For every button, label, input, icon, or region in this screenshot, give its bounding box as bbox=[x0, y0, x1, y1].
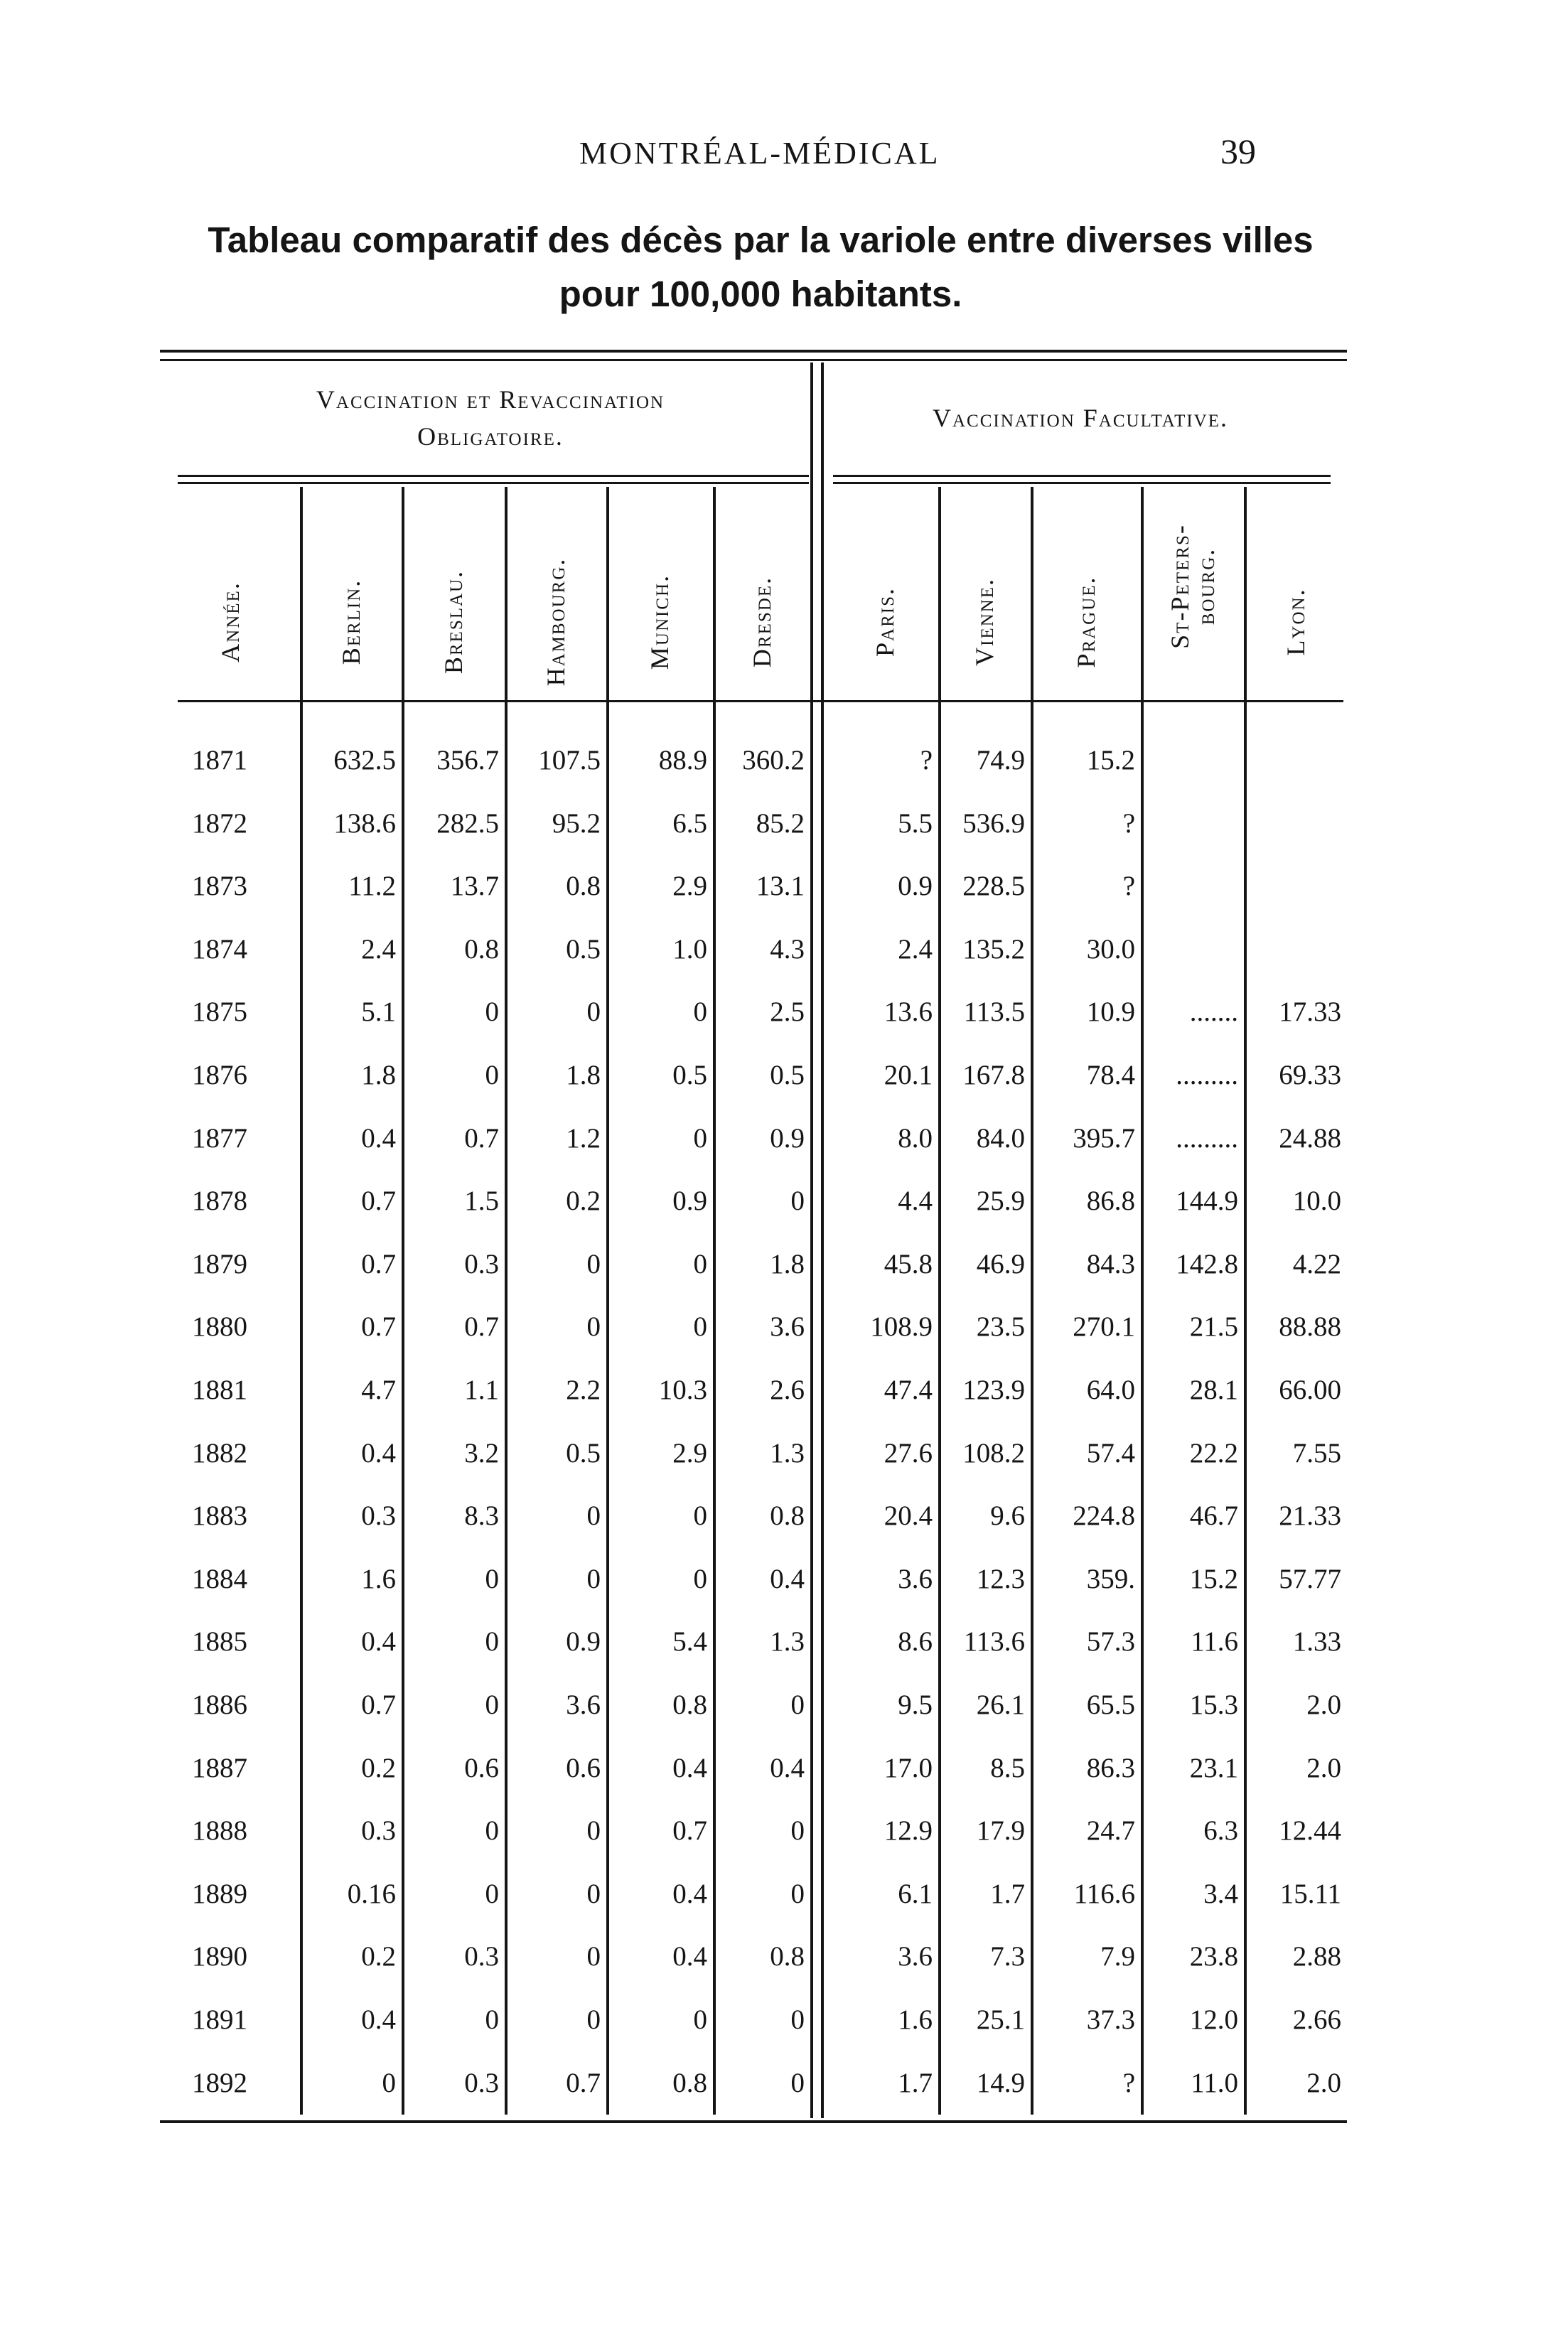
group-label-obligatory bbox=[178, 381, 803, 455]
value-cell-vienne: 26.1 bbox=[976, 1690, 1025, 1720]
value-cell-breslau: 0.8 bbox=[464, 933, 499, 965]
value-cell-prague: 84.3 bbox=[1086, 1248, 1135, 1279]
value-cell-paris: 47.4 bbox=[884, 1375, 933, 1405]
column-separator-9 bbox=[1244, 487, 1247, 2115]
value-cell-breslau: 0 bbox=[485, 1060, 499, 1090]
year-cell: 1892 bbox=[192, 2067, 247, 2098]
value-cell-breslau: 0 bbox=[485, 2004, 499, 2035]
value-cell-prague: 64.0 bbox=[1086, 1375, 1135, 1405]
value-cell-munich: 0.4 bbox=[672, 1752, 707, 1783]
value-cell-vienne: 135.2 bbox=[962, 933, 1025, 965]
value-cell-prague: ? bbox=[1122, 807, 1135, 839]
value-cell-berlin: 0 bbox=[382, 2067, 396, 2098]
value-cell-lyon: 1.33 bbox=[1292, 1626, 1341, 1658]
value-cell-dresde: 3.6 bbox=[770, 1311, 805, 1343]
value-cell-hambourg: 107.5 bbox=[538, 745, 601, 775]
value-cell-munich: 0 bbox=[693, 1122, 707, 1154]
table-title-line-2: pour 100,000 habitants. bbox=[559, 274, 962, 314]
value-cell-hambourg: 0.5 bbox=[566, 1437, 601, 1468]
value-cell-dresde: 0 bbox=[790, 1878, 805, 1909]
value-cell-hambourg: 0.7 bbox=[566, 2067, 601, 2098]
year-cell: 1876 bbox=[192, 1060, 247, 1090]
column-header-munich bbox=[647, 574, 672, 670]
year-cell: 1873 bbox=[192, 871, 247, 902]
value-cell-munich: 0 bbox=[693, 997, 707, 1028]
value-cell-prague: 57.4 bbox=[1086, 1437, 1135, 1468]
column-header-label: Vienne. bbox=[970, 578, 999, 666]
value-cell-st-peters: 28.1 bbox=[1189, 1375, 1238, 1405]
value-cell-vienne: 536.9 bbox=[962, 807, 1025, 839]
column-head-rule bbox=[178, 700, 1343, 702]
value-cell-paris: 13.6 bbox=[884, 997, 933, 1028]
value-cell-breslau: 0.7 bbox=[464, 1122, 499, 1154]
value-cell-berlin: 0.3 bbox=[361, 1815, 396, 1847]
column-header-label: Année. bbox=[215, 581, 245, 662]
column-header-hambourg bbox=[543, 558, 569, 687]
group-rule-left bbox=[178, 475, 809, 477]
value-cell-hambourg: 0.6 bbox=[566, 1752, 601, 1783]
value-cell-lyon: 2.88 bbox=[1292, 1941, 1341, 1972]
value-cell-paris: 2.4 bbox=[898, 933, 933, 965]
value-cell-lyon: 24.88 bbox=[1279, 1122, 1341, 1154]
value-cell-dresde: 13.1 bbox=[756, 871, 805, 902]
value-cell-hambourg: 0 bbox=[586, 2004, 601, 2035]
value-cell-dresde: 0 bbox=[790, 1186, 805, 1217]
column-separator-7 bbox=[1031, 487, 1033, 2115]
value-cell-berlin: 632.5 bbox=[333, 745, 396, 775]
value-cell-dresde: 360.2 bbox=[742, 745, 805, 775]
value-cell-munich: 0.4 bbox=[672, 1878, 707, 1909]
column-header-label: Paris. bbox=[871, 587, 899, 657]
value-cell-berlin: 0.2 bbox=[361, 1941, 396, 1972]
value-cell-prague: ? bbox=[1122, 871, 1135, 902]
value-cell-breslau: 1.5 bbox=[464, 1186, 499, 1217]
year-cell: 1890 bbox=[192, 1941, 247, 1972]
value-cell-lyon: 2.0 bbox=[1306, 1690, 1341, 1720]
column-header-st-peters bbox=[1167, 524, 1218, 649]
value-cell-st-peters: 23.1 bbox=[1189, 1752, 1238, 1783]
value-cell-st-peters: ......... bbox=[1176, 1122, 1238, 1154]
value-cell-lyon: 12.44 bbox=[1279, 1815, 1341, 1847]
year-cell: 1881 bbox=[192, 1375, 247, 1405]
value-cell-munich: 0.7 bbox=[672, 1815, 707, 1847]
value-cell-dresde: 0.4 bbox=[770, 1563, 805, 1594]
value-cell-prague: 15.2 bbox=[1086, 745, 1135, 775]
value-cell-hambourg: 0 bbox=[586, 997, 601, 1028]
value-cell-vienne: 23.5 bbox=[976, 1311, 1025, 1343]
value-cell-berlin: 2.4 bbox=[361, 933, 396, 965]
value-cell-vienne: 9.6 bbox=[990, 1500, 1025, 1532]
value-cell-breslau: 0 bbox=[485, 1626, 499, 1658]
table-top-rule-inner bbox=[160, 359, 1347, 361]
value-cell-vienne: 167.8 bbox=[962, 1060, 1025, 1090]
value-cell-dresde: 0.4 bbox=[770, 1752, 805, 1783]
year-cell: 1872 bbox=[192, 807, 247, 839]
column-header-vienne bbox=[972, 578, 997, 666]
value-cell-vienne: 84.0 bbox=[976, 1122, 1025, 1154]
value-cell-breslau: 0 bbox=[485, 1878, 499, 1909]
value-cell-paris: 12.9 bbox=[884, 1815, 933, 1847]
value-cell-vienne: 74.9 bbox=[976, 745, 1025, 775]
value-cell-vienne: 1.7 bbox=[990, 1878, 1025, 1909]
value-cell-breslau: 0.3 bbox=[464, 1941, 499, 1972]
group-rule-right-inner bbox=[833, 482, 1331, 484]
value-cell-berlin: 0.7 bbox=[361, 1186, 396, 1217]
value-cell-hambourg: 0.8 bbox=[566, 871, 601, 902]
value-cell-berlin: 0.4 bbox=[361, 1122, 396, 1154]
value-cell-lyon: 69.33 bbox=[1279, 1060, 1341, 1090]
value-cell-vienne: 14.9 bbox=[976, 2067, 1025, 2098]
value-cell-lyon: 15.11 bbox=[1279, 1878, 1341, 1909]
value-cell-prague: ? bbox=[1122, 2067, 1135, 2098]
value-cell-vienne: 113.6 bbox=[963, 1626, 1025, 1658]
value-cell-hambourg: 1.8 bbox=[566, 1060, 601, 1090]
column-header-label: Breslau. bbox=[439, 569, 468, 675]
value-cell-st-peters: 144.9 bbox=[1176, 1186, 1238, 1217]
value-cell-dresde: 0.8 bbox=[770, 1941, 805, 1972]
value-cell-breslau: 8.3 bbox=[464, 1500, 499, 1532]
column-header-dresde bbox=[749, 576, 775, 667]
year-cell: 1871 bbox=[192, 745, 247, 775]
value-cell-hambourg: 0 bbox=[586, 1248, 601, 1279]
value-cell-dresde: 0.8 bbox=[770, 1500, 805, 1532]
group-label-facultative: Vaccination Facultative. bbox=[932, 404, 1229, 432]
value-cell-breslau: 0.7 bbox=[464, 1311, 499, 1343]
value-cell-munich: 10.3 bbox=[658, 1375, 707, 1405]
value-cell-prague: 395.7 bbox=[1073, 1122, 1135, 1154]
value-cell-vienne: 25.1 bbox=[976, 2004, 1025, 2035]
value-cell-berlin: 0.7 bbox=[361, 1690, 396, 1720]
value-cell-munich: 0.9 bbox=[672, 1186, 707, 1217]
table-title-line-1: Tableau comparatif des décès par la variole entre diverses villes bbox=[208, 220, 1314, 260]
value-cell-prague: 7.9 bbox=[1100, 1941, 1135, 1972]
page-header bbox=[0, 131, 1568, 178]
value-cell-prague: 116.6 bbox=[1073, 1878, 1135, 1909]
value-cell-munich: 88.9 bbox=[658, 745, 707, 775]
column-separator-4 bbox=[606, 487, 609, 2115]
value-cell-hambourg: 0.9 bbox=[566, 1626, 601, 1658]
value-cell-st-peters: 22.2 bbox=[1189, 1437, 1238, 1468]
value-cell-munich: 0 bbox=[693, 1248, 707, 1279]
value-cell-vienne: 228.5 bbox=[962, 871, 1025, 902]
value-cell-breslau: 356.7 bbox=[436, 745, 499, 775]
year-cell: 1880 bbox=[192, 1311, 247, 1343]
year-cell: 1889 bbox=[192, 1878, 247, 1909]
group-label-obligatory-line-2: Obligatoire. bbox=[417, 422, 564, 451]
value-cell-prague: 359. bbox=[1086, 1563, 1135, 1594]
value-cell-dresde: 0 bbox=[790, 1815, 805, 1847]
value-cell-breslau: 0.3 bbox=[464, 2067, 499, 2098]
column-header-breslau bbox=[441, 570, 466, 674]
value-cell-st-peters: 11.0 bbox=[1191, 2067, 1238, 2098]
value-cell-vienne: 46.9 bbox=[976, 1248, 1025, 1279]
column-separator-1 bbox=[300, 487, 303, 2115]
value-cell-prague: 10.9 bbox=[1086, 997, 1135, 1028]
value-cell-prague: 270.1 bbox=[1073, 1311, 1135, 1343]
value-cell-st-peters: 6.3 bbox=[1203, 1815, 1238, 1847]
value-cell-breslau: 0 bbox=[485, 997, 499, 1028]
value-cell-paris: 9.5 bbox=[898, 1690, 933, 1720]
value-cell-vienne: 113.5 bbox=[963, 997, 1025, 1028]
value-cell-paris: 4.4 bbox=[898, 1186, 933, 1217]
value-cell-breslau: 0 bbox=[485, 1690, 499, 1720]
column-header-label: Dresde. bbox=[747, 576, 776, 668]
value-cell-lyon: 88.88 bbox=[1279, 1311, 1341, 1343]
value-cell-breslau: 0 bbox=[485, 1815, 499, 1847]
year-cell: 1884 bbox=[192, 1563, 247, 1594]
column-header-prague bbox=[1073, 576, 1099, 667]
value-cell-berlin: 4.7 bbox=[361, 1375, 396, 1405]
value-cell-hambourg: 0 bbox=[586, 1500, 601, 1532]
column-header-label: Berlin. bbox=[336, 579, 365, 665]
value-cell-berlin: 0.7 bbox=[361, 1311, 396, 1343]
column-separator-5 bbox=[713, 487, 716, 2115]
value-cell-dresde: 2.6 bbox=[770, 1375, 805, 1405]
value-cell-lyon: 10.0 bbox=[1292, 1186, 1341, 1217]
table-bottom-rule bbox=[160, 2120, 1347, 2123]
value-cell-munich: 6.5 bbox=[672, 807, 707, 839]
value-cell-breslau: 13.7 bbox=[450, 871, 499, 902]
value-cell-lyon: 66.00 bbox=[1279, 1375, 1341, 1405]
center-double-rule-1 bbox=[810, 363, 813, 2118]
value-cell-lyon: 2.66 bbox=[1292, 2004, 1341, 2035]
value-cell-berlin: 1.8 bbox=[361, 1060, 396, 1090]
year-cell: 1885 bbox=[192, 1626, 247, 1658]
value-cell-munich: 2.9 bbox=[672, 1437, 707, 1468]
column-header-label: Munich. bbox=[645, 574, 674, 670]
value-cell-breslau: 0.6 bbox=[464, 1752, 499, 1783]
value-cell-dresde: 0 bbox=[790, 1690, 805, 1720]
value-cell-dresde: 1.3 bbox=[770, 1437, 805, 1468]
year-cell: 1883 bbox=[192, 1500, 247, 1532]
value-cell-berlin: 5.1 bbox=[361, 997, 396, 1028]
value-cell-paris: 108.9 bbox=[870, 1311, 933, 1343]
value-cell-hambourg: 0 bbox=[586, 1311, 601, 1343]
value-cell-prague: 224.8 bbox=[1073, 1500, 1135, 1532]
value-cell-paris: 1.6 bbox=[898, 2004, 933, 2035]
value-cell-dresde: 0 bbox=[790, 2004, 805, 2035]
value-cell-st-peters: 12.0 bbox=[1189, 2004, 1238, 2035]
value-cell-paris: ? bbox=[920, 745, 933, 775]
center-double-rule-2 bbox=[821, 363, 824, 2118]
value-cell-st-peters: ....... bbox=[1189, 997, 1238, 1028]
value-cell-berlin: 0.4 bbox=[361, 1437, 396, 1468]
group-label-obligatory-line-1: Vaccination et Revaccination bbox=[316, 385, 665, 414]
value-cell-st-peters: 21.5 bbox=[1189, 1311, 1238, 1343]
value-cell-hambourg: 0.5 bbox=[566, 933, 601, 965]
column-separator-8 bbox=[1141, 487, 1144, 2115]
value-cell-munich: 0 bbox=[693, 2004, 707, 2035]
value-cell-paris: 27.6 bbox=[884, 1437, 933, 1468]
column-header-label: Prague. bbox=[1071, 576, 1100, 668]
value-cell-munich: 5.4 bbox=[672, 1626, 707, 1658]
column-header-label-2: bourg. bbox=[1191, 547, 1220, 625]
value-cell-munich: 0 bbox=[693, 1563, 707, 1594]
value-cell-vienne: 17.9 bbox=[976, 1815, 1025, 1847]
value-cell-lyon: 2.0 bbox=[1306, 2067, 1341, 2098]
year-cell: 1887 bbox=[192, 1752, 247, 1783]
column-header-label: Lyon. bbox=[1281, 588, 1310, 656]
value-cell-berlin: 0.4 bbox=[361, 1626, 396, 1658]
value-cell-paris: 1.7 bbox=[898, 2067, 933, 2098]
value-cell-hambourg: 1.2 bbox=[566, 1122, 601, 1154]
value-cell-lyon: 2.0 bbox=[1306, 1752, 1341, 1783]
value-cell-st-peters: 46.7 bbox=[1189, 1500, 1238, 1532]
year-cell: 1891 bbox=[192, 2004, 247, 2035]
value-cell-prague: 24.7 bbox=[1086, 1815, 1135, 1847]
column-separator-3 bbox=[505, 487, 508, 2115]
value-cell-dresde: 0 bbox=[790, 2067, 805, 2098]
value-cell-munich: 0 bbox=[693, 1311, 707, 1343]
value-cell-st-peters: 23.8 bbox=[1189, 1941, 1238, 1972]
value-cell-paris: 20.4 bbox=[884, 1500, 933, 1532]
value-cell-paris: 20.1 bbox=[884, 1060, 933, 1090]
value-cell-berlin: 138.6 bbox=[333, 807, 396, 839]
value-cell-prague: 86.3 bbox=[1086, 1752, 1135, 1783]
table-title bbox=[163, 213, 1358, 321]
value-cell-st-peters: 15.2 bbox=[1189, 1563, 1238, 1594]
value-cell-munich: 2.9 bbox=[672, 871, 707, 902]
year-cell: 1882 bbox=[192, 1437, 247, 1468]
value-cell-breslau: 0 bbox=[485, 1563, 499, 1594]
value-cell-munich: 1.0 bbox=[672, 933, 707, 965]
year-cell: 1878 bbox=[192, 1186, 247, 1217]
value-cell-st-peters: 142.8 bbox=[1176, 1248, 1238, 1279]
value-cell-st-peters: 3.4 bbox=[1203, 1878, 1238, 1909]
value-cell-prague: 57.3 bbox=[1086, 1626, 1135, 1658]
value-cell-paris: 8.6 bbox=[898, 1626, 933, 1658]
value-cell-munich: 0.8 bbox=[672, 1690, 707, 1720]
column-separator-6 bbox=[938, 487, 941, 2115]
value-cell-paris: 6.1 bbox=[898, 1878, 933, 1909]
column-header-paris bbox=[872, 587, 898, 657]
value-cell-dresde: 1.8 bbox=[770, 1248, 805, 1279]
value-cell-hambourg: 95.2 bbox=[552, 807, 601, 839]
value-cell-vienne: 108.2 bbox=[962, 1437, 1025, 1468]
value-cell-paris: 3.6 bbox=[898, 1563, 933, 1594]
value-cell-lyon: 21.33 bbox=[1279, 1500, 1341, 1532]
value-cell-berlin: 0.4 bbox=[361, 2004, 396, 2035]
value-cell-prague: 65.5 bbox=[1086, 1690, 1135, 1720]
value-cell-hambourg: 0 bbox=[586, 1878, 601, 1909]
value-cell-breslau: 1.1 bbox=[464, 1375, 499, 1405]
value-cell-lyon: 17.33 bbox=[1279, 997, 1341, 1028]
value-cell-st-peters: 15.3 bbox=[1189, 1690, 1238, 1720]
value-cell-dresde: 4.3 bbox=[770, 933, 805, 965]
page-number: 39 bbox=[1220, 131, 1256, 171]
value-cell-paris: 45.8 bbox=[884, 1248, 933, 1279]
value-cell-lyon: 4.22 bbox=[1292, 1248, 1341, 1279]
value-cell-berlin: 0.16 bbox=[347, 1878, 396, 1909]
year-cell: 1877 bbox=[192, 1122, 247, 1154]
value-cell-lyon: 7.55 bbox=[1292, 1437, 1341, 1468]
value-cell-lyon: 57.77 bbox=[1279, 1563, 1341, 1594]
value-cell-berlin: 0.3 bbox=[361, 1500, 396, 1532]
column-header-lyon bbox=[1283, 588, 1309, 655]
column-header-berlin bbox=[338, 579, 364, 665]
year-cell: 1874 bbox=[192, 933, 247, 965]
value-cell-paris: 3.6 bbox=[898, 1941, 933, 1972]
value-cell-prague: 37.3 bbox=[1086, 2004, 1135, 2035]
column-separator-2 bbox=[402, 487, 404, 2115]
column-header-annee bbox=[215, 581, 245, 662]
value-cell-munich: 0.8 bbox=[672, 2067, 707, 2098]
value-cell-hambourg: 0 bbox=[586, 1941, 601, 1972]
value-cell-hambourg: 0 bbox=[586, 1563, 601, 1594]
value-cell-dresde: 0.9 bbox=[770, 1122, 805, 1154]
year-cell: 1886 bbox=[192, 1690, 247, 1720]
column-header-label: Hambourg. bbox=[541, 557, 570, 687]
value-cell-berlin: 1.6 bbox=[361, 1563, 396, 1594]
value-cell-vienne: 123.9 bbox=[962, 1375, 1025, 1405]
value-cell-dresde: 0.5 bbox=[770, 1060, 805, 1090]
value-cell-prague: 78.4 bbox=[1086, 1060, 1135, 1090]
value-cell-dresde: 85.2 bbox=[756, 807, 805, 839]
value-cell-breslau: 282.5 bbox=[436, 807, 499, 839]
value-cell-vienne: 25.9 bbox=[976, 1186, 1025, 1217]
value-cell-breslau: 3.2 bbox=[464, 1437, 499, 1468]
value-cell-munich: 0 bbox=[693, 1500, 707, 1532]
value-cell-hambourg: 3.6 bbox=[566, 1690, 601, 1720]
value-cell-paris: 8.0 bbox=[898, 1122, 933, 1154]
value-cell-st-peters: 11.6 bbox=[1191, 1626, 1238, 1658]
group-rule-right bbox=[833, 475, 1331, 477]
year-cell: 1875 bbox=[192, 997, 247, 1028]
value-cell-prague: 30.0 bbox=[1086, 933, 1135, 965]
value-cell-dresde: 1.3 bbox=[770, 1626, 805, 1658]
column-header-label: St-Peters- bbox=[1165, 524, 1194, 649]
group-rule-left-inner bbox=[178, 482, 809, 484]
value-cell-munich: 0.4 bbox=[672, 1941, 707, 1972]
year-cell: 1879 bbox=[192, 1248, 247, 1279]
running-title: MONTRÉAL-MÉDICAL bbox=[579, 136, 940, 171]
value-cell-hambourg: 2.2 bbox=[566, 1375, 601, 1405]
value-cell-vienne: 8.5 bbox=[990, 1752, 1025, 1783]
value-cell-berlin: 0.2 bbox=[361, 1752, 396, 1783]
value-cell-berlin: 0.7 bbox=[361, 1248, 396, 1279]
value-cell-hambourg: 0 bbox=[586, 1815, 601, 1847]
value-cell-paris: 17.0 bbox=[884, 1752, 933, 1783]
value-cell-vienne: 7.3 bbox=[990, 1941, 1025, 1972]
value-cell-vienne: 12.3 bbox=[976, 1563, 1025, 1594]
value-cell-breslau: 0.3 bbox=[464, 1248, 499, 1279]
value-cell-hambourg: 0.2 bbox=[566, 1186, 601, 1217]
value-cell-paris: 0.9 bbox=[898, 871, 933, 902]
table-top-rule bbox=[160, 350, 1347, 353]
value-cell-prague: 86.8 bbox=[1086, 1186, 1135, 1217]
year-cell: 1888 bbox=[192, 1815, 247, 1847]
value-cell-munich: 0.5 bbox=[672, 1060, 707, 1090]
value-cell-dresde: 2.5 bbox=[770, 997, 805, 1028]
value-cell-berlin: 11.2 bbox=[348, 871, 396, 902]
value-cell-st-peters: ......... bbox=[1176, 1060, 1238, 1090]
value-cell-paris: 5.5 bbox=[898, 807, 933, 839]
